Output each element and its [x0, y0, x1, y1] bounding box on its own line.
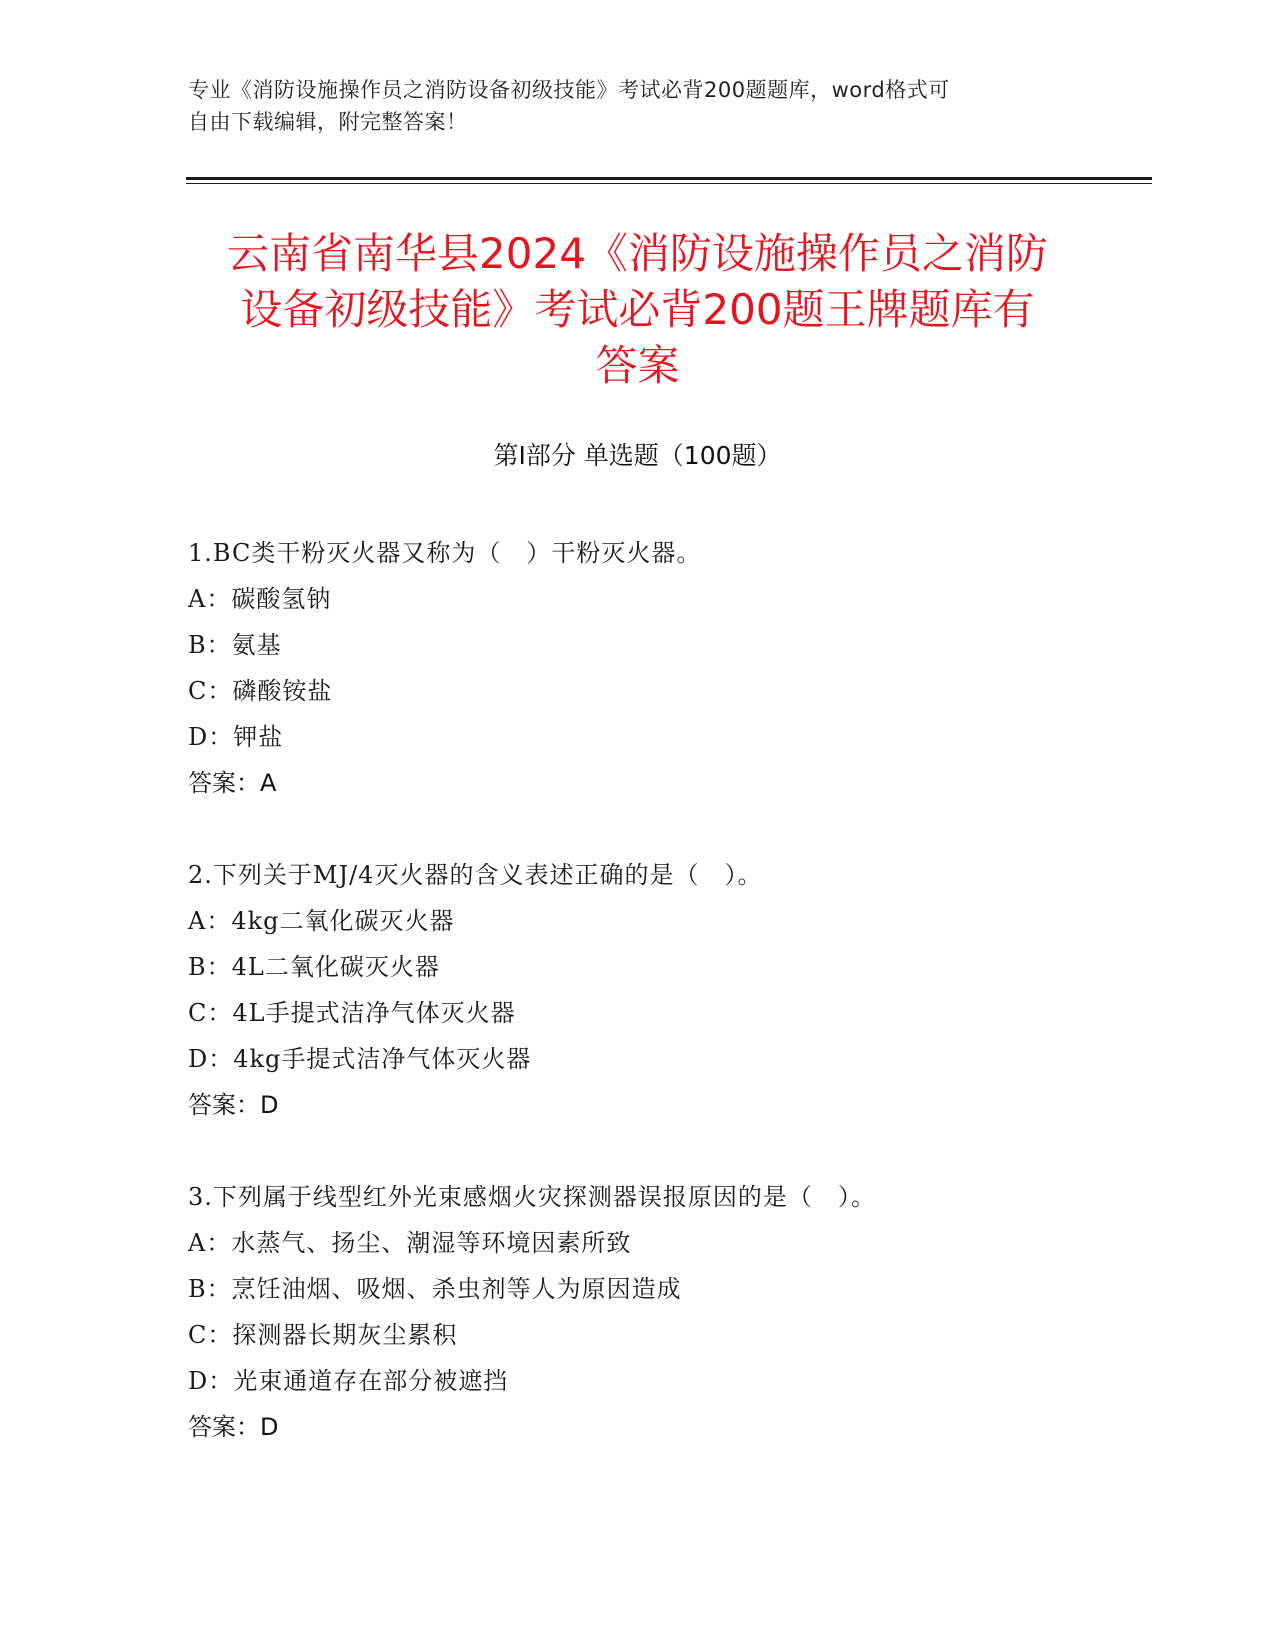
header-note-line-2: 自由下载编辑，附完整答案！	[188, 110, 468, 134]
question-stem: 1.BC类干粉灭火器又称为（ ）干粉灭火器。	[188, 539, 702, 567]
option-a: A：4kg二氧化碳灭火器	[188, 907, 455, 935]
option-c: C：4L手提式洁净气体灭火器	[188, 999, 516, 1027]
option-b: B：烹饪油烟、吸烟、杀虫剂等人为原因造成	[188, 1275, 682, 1303]
question-3	[188, 1174, 1148, 1450]
question-1	[188, 530, 1148, 806]
option-d: D：光束通道存在部分被遮挡	[188, 1367, 509, 1395]
option-d: D：4kg手提式洁净气体灭火器	[188, 1045, 532, 1073]
header-divider-thin	[186, 183, 1152, 184]
answer: 答案：D	[188, 1091, 279, 1119]
option-d: D：钾盐	[188, 723, 284, 751]
option-b: B：4L二氧化碳灭火器	[188, 953, 440, 981]
header-note	[188, 74, 1088, 138]
document-title-line-2: 设备初级技能》考试必背200题王牌题库有	[240, 285, 1035, 334]
question-stem: 2.下列关于MJ/4灭火器的含义表述正确的是（ ）。	[188, 861, 763, 889]
answer: 答案：A	[188, 769, 277, 797]
question-list	[188, 530, 1148, 1496]
header-divider-thick	[186, 177, 1152, 180]
section-heading: 第Ⅰ部分 单选题（100题）	[493, 441, 782, 470]
option-c: C：磷酸铵盐	[188, 677, 333, 705]
question-stem: 3.下列属于线型红外光束感烟火灾探测器误报原因的是（ ）。	[188, 1183, 876, 1211]
document-title-line-3: 答案	[595, 341, 680, 390]
option-a: A：碳酸氢钠	[188, 585, 332, 613]
question-2	[188, 852, 1148, 1128]
header-note-line-1: 专业《消防设施操作员之消防设备初级技能》考试必背200题题库，word格式可	[188, 78, 950, 102]
answer: 答案：D	[188, 1413, 279, 1441]
document-title	[150, 226, 1125, 394]
document-title-line-1: 云南省南华县2024《消防设施操作员之消防	[227, 229, 1048, 278]
option-a: A：水蒸气、扬尘、潮湿等环境因素所致	[188, 1229, 632, 1257]
option-b: B：氨基	[188, 631, 282, 659]
option-c: C：探测器长期灰尘累积	[188, 1321, 458, 1349]
